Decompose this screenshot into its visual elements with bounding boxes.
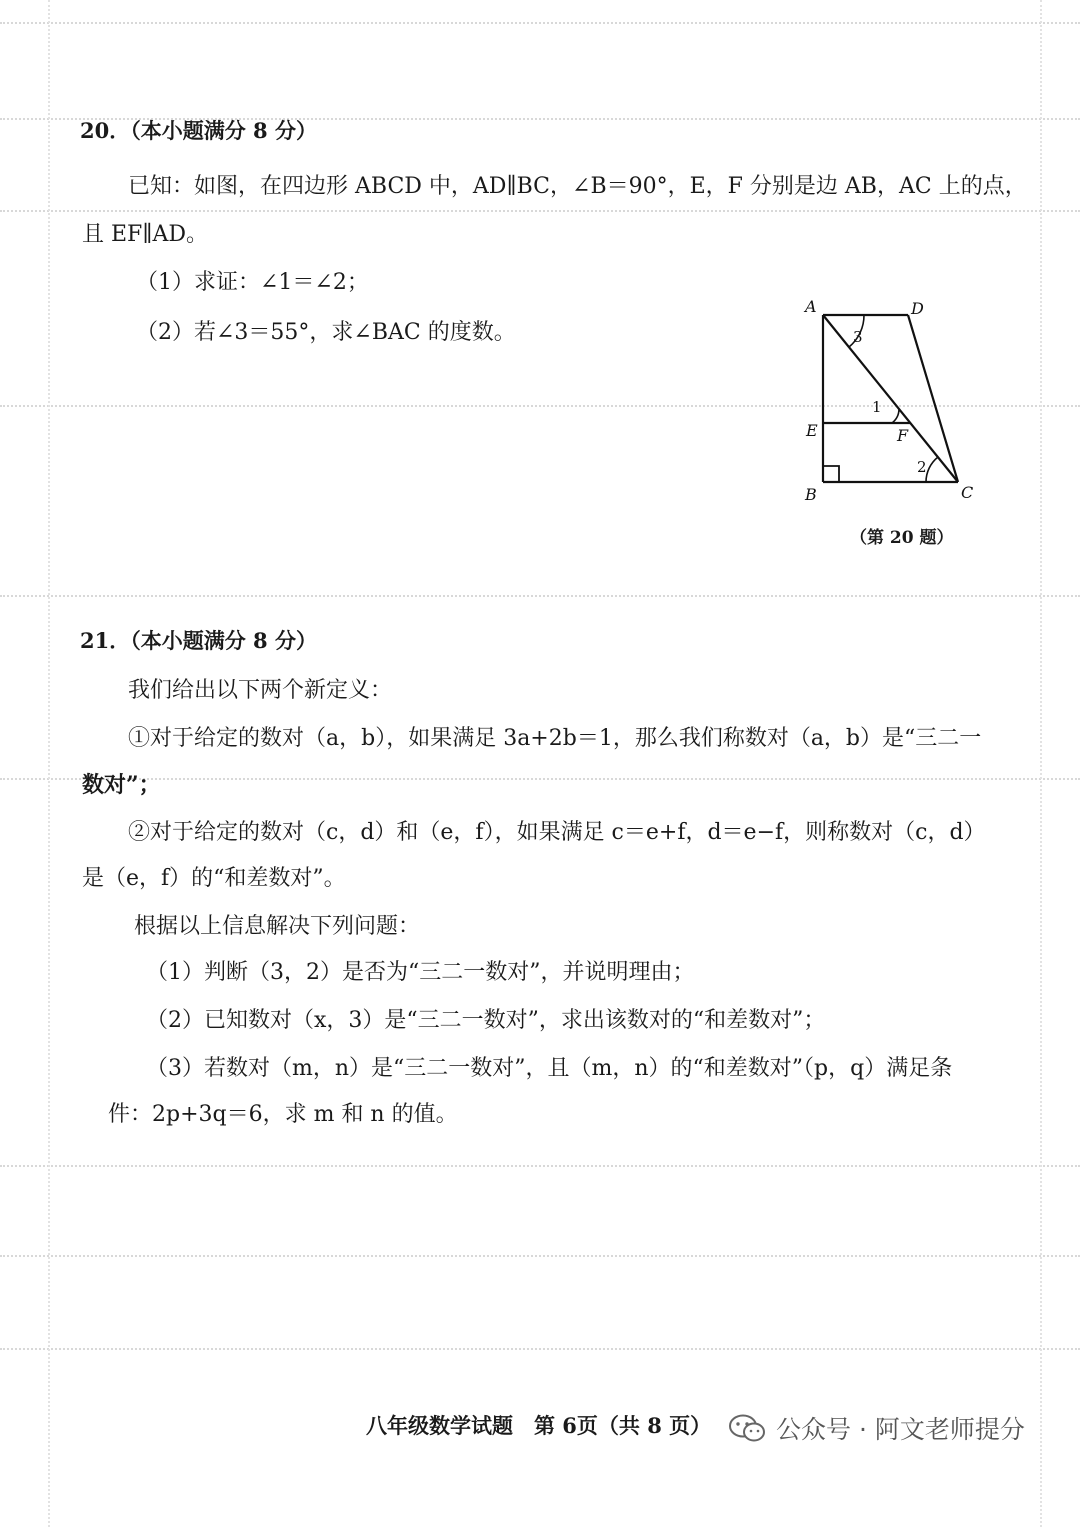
q20-figure — [790, 290, 990, 510]
q21-def1-line2: 数对”； — [82, 772, 161, 798]
angle-label-3: 3 — [853, 328, 863, 346]
grid-line — [0, 1348, 1080, 1350]
angle-2-arc — [926, 457, 938, 482]
q20-stem-line1: 已知：如图，在四边形 ABCD 中，AD∥BC，∠B＝90°，E，F 分别是边 AB，AC 上的点， — [128, 174, 1027, 199]
q21-def2-line2: 是（e，f）的“和差数对”。 — [82, 866, 346, 891]
grid-line — [0, 210, 1080, 212]
grid-line — [1040, 0, 1042, 1527]
label-d: D — [911, 299, 924, 318]
label-e: E — [806, 421, 818, 440]
right-angle-mark — [823, 466, 839, 482]
watermark — [728, 1410, 1025, 1446]
grid-line — [0, 595, 1080, 597]
label-f: F — [897, 426, 909, 445]
q20-header: 20．（本小题满分 8 分） — [80, 118, 317, 143]
segment-dc — [908, 315, 958, 482]
grid-line — [0, 1165, 1080, 1167]
angle-label-2: 2 — [917, 458, 927, 476]
q21-part2: （2）已知数对（x，3）是“三二一数对”，求出该数对的“和差数对”； — [146, 1008, 826, 1033]
grid-line — [48, 0, 50, 1527]
wechat-icon — [728, 1413, 766, 1443]
q21-part3-line1: （3）若数对（m，n）是“三二一数对”，且（m，n）的“和差数对”（p，q）满足条 — [146, 1056, 953, 1081]
q20-part1: （1）求证：∠1＝∠2； — [136, 270, 369, 295]
q21-def2-line1: ②对于给定的数对（c，d）和（e，f），如果满足 c＝e+f，d＝e−f，则称数对（c，d） — [128, 820, 986, 845]
q21-task-intro: 根据以上信息解决下列问题： — [134, 914, 421, 939]
q21-part1: （1）判断（3，2）是否为“三二一数对”，并说明理由； — [146, 960, 695, 985]
grid-line — [0, 1255, 1080, 1257]
grid-line — [0, 778, 1080, 780]
q21-part3-line2: 件：2p+3q＝6，求 m 和 n 的值。 — [108, 1102, 458, 1127]
grid-line — [0, 22, 1080, 24]
label-c: C — [961, 483, 974, 502]
label-b: B — [805, 485, 817, 504]
label-a: A — [805, 297, 817, 316]
angle-1-arc — [892, 409, 899, 423]
q20-part2: （2）若∠3＝55°，求∠BAC 的度数。 — [136, 320, 516, 345]
q21-intro: 我们给出以下两个新定义： — [128, 678, 393, 703]
angle-label-1: 1 — [872, 398, 882, 416]
q20-stem-line2: 且 EF∥AD。 — [82, 222, 209, 247]
q21-def1-line1: ①对于给定的数对（a，b），如果满足 3a+2b＝1，那么我们称数对（a，b）是“三二一 — [128, 726, 982, 751]
q21-header: 21．（本小题满分 8 分） — [80, 628, 317, 653]
page-footer: 八年级数学试题 第 6页（共 8 页） — [366, 1413, 712, 1438]
watermark-text: 公众号 · 阿文老师提分 — [776, 1415, 1025, 1444]
q20-figure-caption: （第 20 题） — [850, 528, 954, 548]
